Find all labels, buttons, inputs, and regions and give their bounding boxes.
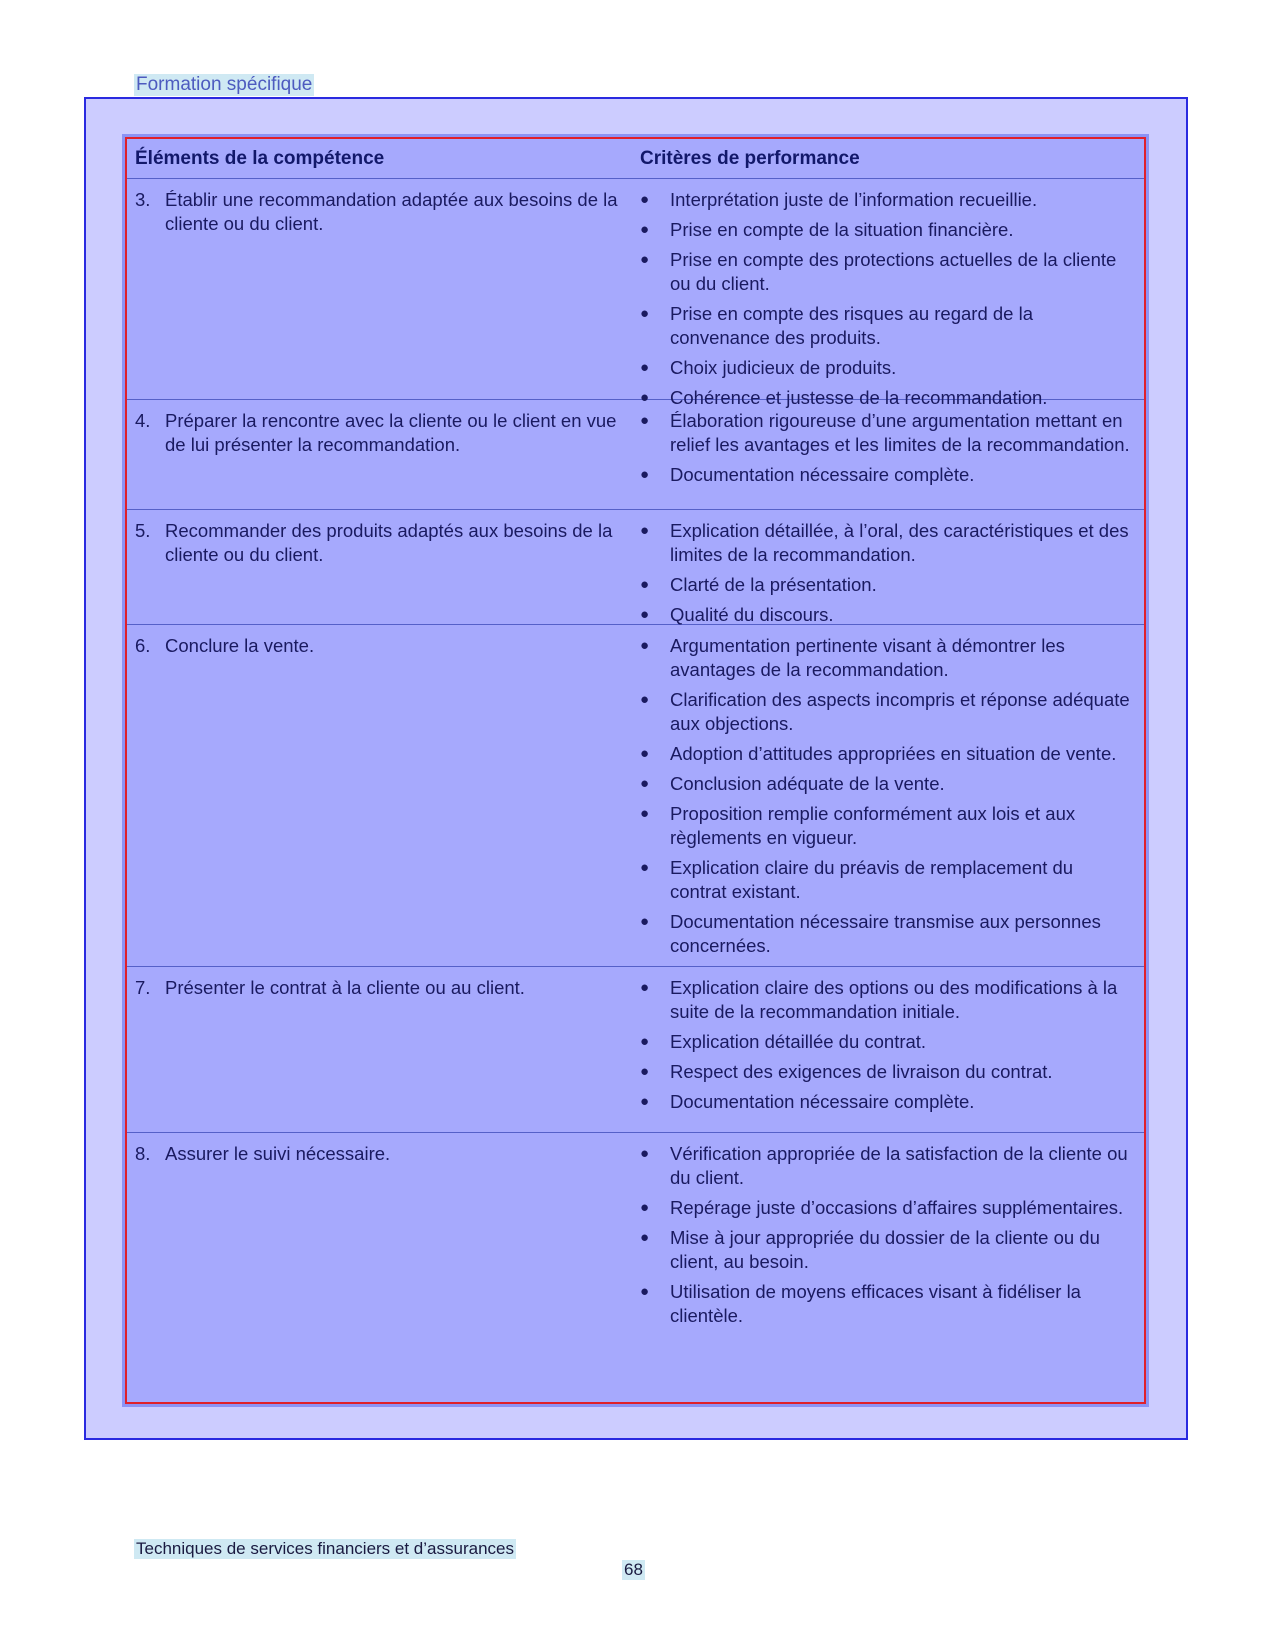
- table-row: [127, 179, 1144, 408]
- list-item: [640, 634, 1134, 682]
- bullet-icon: ●: [640, 637, 650, 654]
- criterion-text: Documentation nécessaire complète.: [670, 464, 975, 485]
- bullet-icon: ●: [640, 745, 650, 762]
- criterion-text: Documentation nécessaire complète.: [670, 1091, 975, 1112]
- criterion-text: Explication claire du préavis de remplacement du contrat existant.: [670, 857, 1074, 902]
- criterion-text: Prise en compte de la situation financière.: [670, 219, 1014, 240]
- list-item: [640, 1142, 1134, 1190]
- element-text: Présenter le contrat à la cliente ou au client.: [165, 977, 525, 998]
- column-header-elements: Éléments de la compétence: [135, 147, 385, 169]
- bullet-icon: ●: [640, 1145, 650, 1162]
- bullet-icon: ●: [640, 1093, 650, 1110]
- competence-element: [127, 967, 640, 1132]
- performance-criteria-list: [640, 1133, 1144, 1402]
- competence-table: [125, 137, 1146, 1404]
- criterion-text: Explication détaillée, à l’oral, des caractéristiques et des limites de la recommandation.: [670, 520, 1129, 565]
- bullet-icon: ●: [640, 1229, 650, 1246]
- bullet-icon: ●: [640, 191, 650, 208]
- criterion-text: Clarté de la présentation.: [670, 574, 877, 595]
- list-item: [640, 802, 1134, 850]
- list-item: [640, 1226, 1134, 1274]
- list-item: [640, 519, 1134, 567]
- table-row: [127, 1133, 1144, 1402]
- column-header-criteria: Critères de performance: [640, 147, 860, 169]
- list-item: [640, 218, 1134, 242]
- competence-element: [127, 400, 640, 509]
- criterion-text: Argumentation pertinente visant à démontrer les avantages de la recommandation.: [670, 635, 1065, 680]
- criterion-text: Qualité du discours.: [670, 604, 834, 625]
- table-row: [127, 625, 1144, 967]
- bullet-icon: ●: [640, 1199, 650, 1216]
- bullet-icon: ●: [640, 691, 650, 708]
- performance-criteria-list: [640, 967, 1144, 1132]
- competence-element: [127, 510, 640, 624]
- performance-criteria-list: [640, 625, 1144, 966]
- criterion-text: Clarification des aspects incompris et réponse adéquate aux objections.: [670, 689, 1130, 734]
- bullet-icon: ●: [640, 805, 650, 822]
- competence-element: [127, 1133, 640, 1402]
- criterion-text: Choix judicieux de produits.: [670, 357, 897, 378]
- criterion-text: Interprétation juste de l’information recueillie.: [670, 189, 1038, 210]
- bullet-icon: ●: [640, 389, 650, 406]
- bullet-icon: ●: [640, 606, 650, 623]
- criterion-text: Proposition remplie conformément aux lois et aux règlements en vigueur.: [670, 803, 1076, 848]
- list-item: [640, 742, 1134, 766]
- performance-criteria-list: [640, 179, 1144, 408]
- criterion-text: Repérage juste d’occasions d’affaires supplémentaires.: [670, 1197, 1124, 1218]
- criterion-text: Prise en compte des protections actuelles de la cliente ou du client.: [670, 249, 1117, 294]
- page-number: 68: [624, 1560, 643, 1579]
- criterion-text: Élaboration rigoureuse d’une argumentation mettant en relief les avantages et les limites de la recommandation.: [670, 410, 1130, 455]
- criterion-text: Explication claire des options ou des modifications à la suite de la recommandation initiale.: [670, 977, 1118, 1022]
- bullet-icon: ●: [640, 1283, 650, 1300]
- element-number: 8.: [135, 1143, 151, 1164]
- bullet-icon: ●: [640, 359, 650, 376]
- element-text: Préparer la rencontre avec la cliente ou le client en vue de lui présenter la recommandation.: [165, 410, 617, 455]
- bullet-icon: ●: [640, 859, 650, 876]
- running-header: Formation spécifique: [136, 74, 313, 95]
- list-item: [640, 1090, 1134, 1114]
- bullet-icon: ●: [640, 576, 650, 593]
- element-number: 4.: [135, 410, 151, 431]
- element-number: 6.: [135, 635, 151, 656]
- performance-criteria-list: [640, 400, 1144, 509]
- footer-program-title: Techniques de services financiers et d’assurances: [136, 1539, 514, 1558]
- criterion-text: Prise en compte des risques au regard de la convenance des produits.: [670, 303, 1034, 348]
- criterion-text: Adoption d’attitudes appropriées en situation de vente.: [670, 743, 1117, 764]
- element-text: Conclure la vente.: [165, 635, 315, 656]
- competence-table-wrapper: [122, 134, 1149, 1407]
- list-item: [640, 1060, 1134, 1084]
- list-item: [640, 772, 1134, 796]
- element-text: Recommander des produits adaptés aux besoins de la cliente ou du client.: [165, 520, 613, 565]
- list-item: [640, 1196, 1134, 1220]
- element-number: 7.: [135, 977, 151, 998]
- bullet-icon: ●: [640, 979, 650, 996]
- list-item: [640, 409, 1134, 457]
- competence-element: [127, 179, 640, 399]
- criterion-text: Explication détaillée du contrat.: [670, 1031, 927, 1052]
- table-row: [127, 967, 1144, 1133]
- element-number: 3.: [135, 189, 151, 210]
- performance-criteria-list: [640, 510, 1144, 624]
- list-item: [640, 188, 1134, 212]
- table-row: [127, 510, 1144, 625]
- bullet-icon: ●: [640, 305, 650, 322]
- criterion-text: Cohérence et justesse de la recommandation.: [670, 387, 1048, 408]
- element-text: Assurer le suivi nécessaire.: [165, 1143, 391, 1164]
- list-item: [640, 1280, 1134, 1328]
- list-item: [640, 856, 1134, 904]
- bullet-icon: ●: [640, 412, 650, 429]
- list-item: [640, 976, 1134, 1024]
- bullet-icon: ●: [640, 251, 650, 268]
- list-item: [640, 688, 1134, 736]
- bullet-icon: ●: [640, 1033, 650, 1050]
- table-row: [127, 400, 1144, 510]
- criterion-text: Conclusion adéquate de la vente.: [670, 773, 945, 794]
- competence-element: [127, 625, 640, 966]
- table-header-row: [127, 139, 1144, 179]
- list-item: [640, 910, 1134, 958]
- list-item: [640, 573, 1134, 597]
- criterion-text: Documentation nécessaire transmise aux personnes concernées.: [670, 911, 1101, 956]
- list-item: [640, 356, 1134, 380]
- bullet-icon: ●: [640, 466, 650, 483]
- element-number: 5.: [135, 520, 151, 541]
- bullet-icon: ●: [640, 221, 650, 238]
- list-item: [640, 1030, 1134, 1054]
- bullet-icon: ●: [640, 913, 650, 930]
- list-item: [640, 302, 1134, 350]
- bullet-icon: ●: [640, 522, 650, 539]
- element-text: Établir une recommandation adaptée aux besoins de la cliente ou du client.: [165, 189, 618, 234]
- bullet-icon: ●: [640, 775, 650, 792]
- list-item: [640, 463, 1134, 487]
- criterion-text: Mise à jour appropriée du dossier de la cliente ou du client, au besoin.: [670, 1227, 1100, 1272]
- table-body: [127, 179, 1144, 1402]
- list-item: [640, 248, 1134, 296]
- criterion-text: Vérification appropriée de la satisfaction de la cliente ou du client.: [670, 1143, 1128, 1188]
- criterion-text: Utilisation de moyens efficaces visant à fidéliser la clientèle.: [670, 1281, 1081, 1326]
- criterion-text: Respect des exigences de livraison du contrat.: [670, 1061, 1053, 1082]
- list-item: [640, 603, 1134, 627]
- bullet-icon: ●: [640, 1063, 650, 1080]
